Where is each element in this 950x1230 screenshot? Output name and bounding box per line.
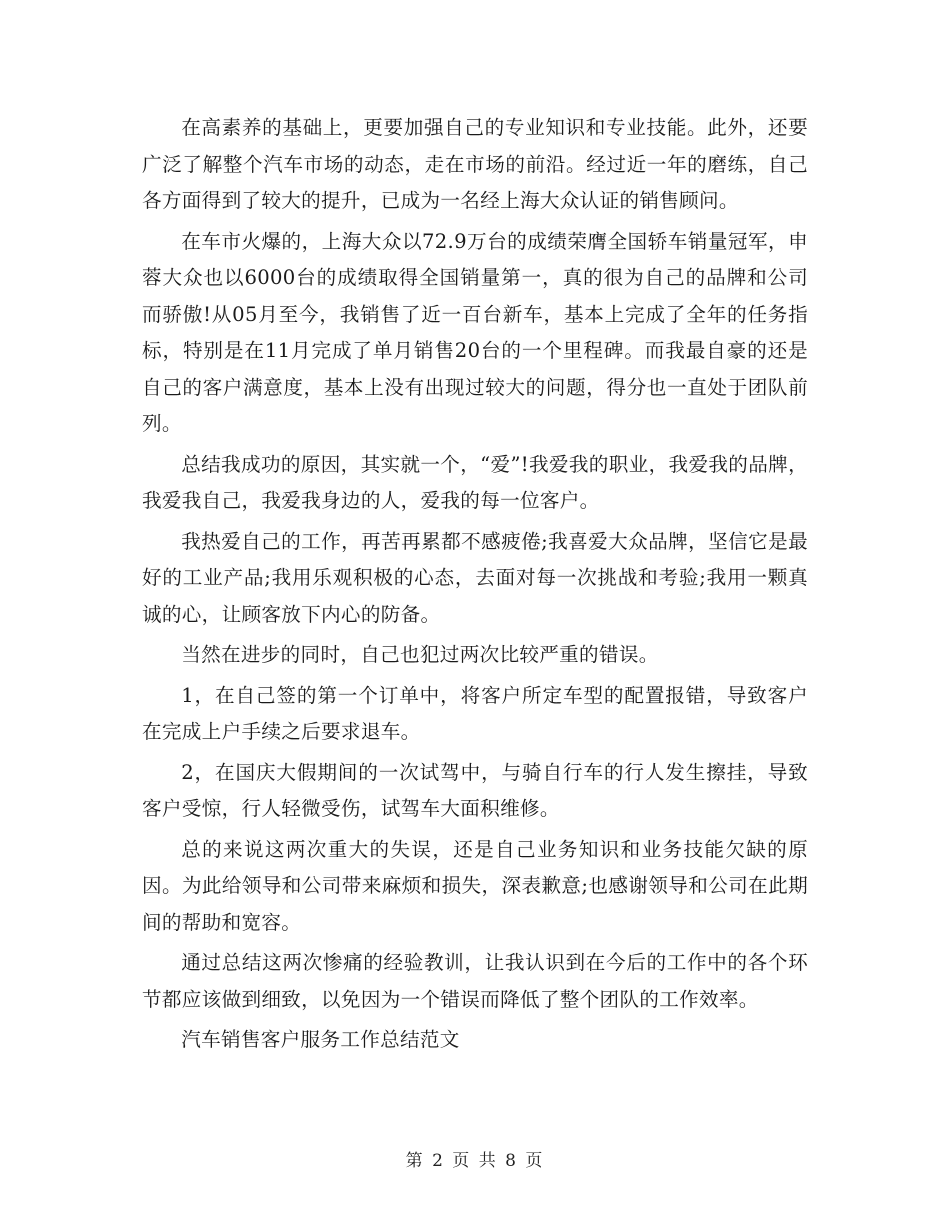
document-body	[142, 110, 808, 1063]
paragraph-3: 总结我成功的原因，其实就一个，“爱”!我爱我的职业，我爱我的品牌，我爱我自己，我爱我身边的人，爱我的每一位客户。	[142, 452, 808, 512]
paragraph-9: 通过总结这两次惨痛的经验教训，让我认识到在今后的工作中的各个环节都应该做到细致，以免因为一个错误而降低了整个团队的工作效率。	[142, 951, 808, 1011]
paragraph-2: 在车市火爆的，上海大众以72.9万台的成绩荣膺全国轿车销量冠军，申蓉大众也以6000台的成绩取得全国销量第一，真的很为自己的品牌和公司而骄傲!从05月至今，我销售了近一百台新车，基本上完成了全年的任务指标，特别是在11月完成了单月销售20台的一个里程碑。而我最自豪的还是自己的客户满意度，基本上没有出现过较大的问题，得分也一直处于团队前列。	[142, 229, 808, 435]
paragraph-4: 我热爱自己的工作，再苦再累都不感疲倦;我喜爱大众品牌，坚信它是最好的工业产品;我用乐观积极的心态，去面对每一次挑战和考验;我用一颗真诚的心，让顾客放下内心的防备。	[142, 529, 808, 626]
paragraph-7: 2，在国庆大假期间的一次试驾中，与骑自行车的行人发生擦挂，导致客户受惊，行人轻微受伤，试驾车大面积维修。	[142, 760, 808, 820]
paragraph-6: 1，在自己签的第一个订单中，将客户所定车型的配置报错，导致客户在完成上户手续之后要求退车。	[142, 683, 808, 743]
paragraph-1: 在高素养的基础上，更要加强自己的专业知识和专业技能。此外，还要广泛了解整个汽车市场的动态，走在市场的前沿。经过近一年的磨练，自己各方面得到了较大的提升，已成为一名经上海大众认证的销售顾问。	[142, 116, 808, 212]
section-heading: 汽车销售客户服务工作总结范文	[181, 1028, 460, 1051]
page-number-footer: 第 2 页 共 8 页	[405, 1151, 545, 1171]
paragraph-5: 当然在进步的同时，自己也犯过两次比较严重的错误。	[181, 643, 659, 666]
paragraph-8: 总的来说这两次重大的失误，还是自己业务知识和业务技能欠缺的原因。为此给领导和公司带来麻烦和损失，深表歉意;也感谢领导和公司在此期间的帮助和宽容。	[142, 837, 808, 934]
